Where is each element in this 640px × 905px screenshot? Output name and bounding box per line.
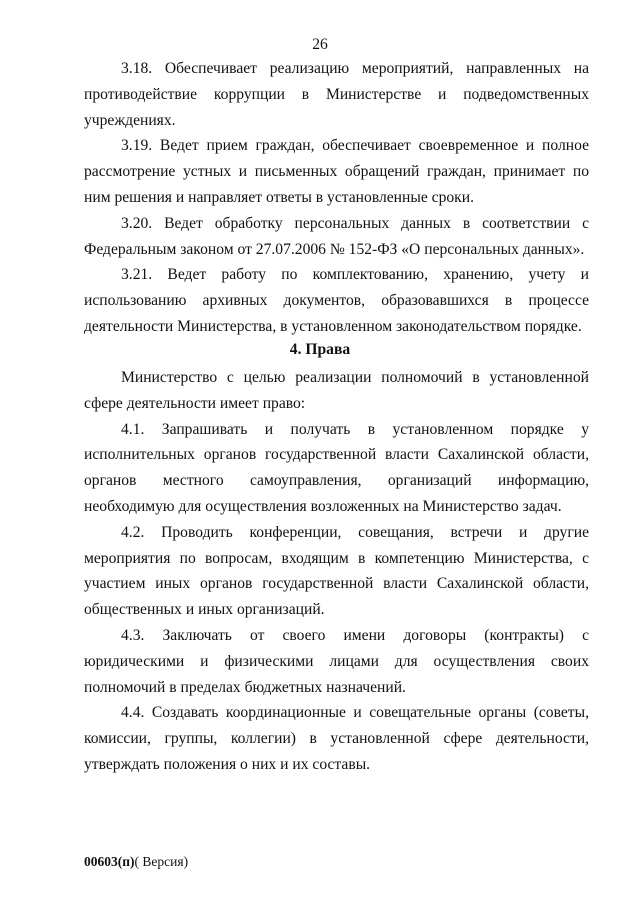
paragraph-4-3: 4.3. Заключать от своего имени договоры (контракты) с юридическими и физическими лицами для осуществления своих полномочий в пределах бюджетных назначений.	[84, 626, 589, 696]
paragraph-3-21: 3.21. Ведет работу по комплектованию, хранению, учету и использованию архивных документов, образовавшихся в процессе деятельности Министерства, в установленном законодательством порядке.	[84, 266, 589, 335]
section-4-intro: Министерство с целью реализации полномочий в установленной сфере деятельности имеет право:	[84, 369, 589, 412]
paragraph-3-20: 3.20. Ведет обработку персональных данных в соответствии с Федеральным законом от 27.07.2006 № 152-ФЗ «О персональных данных».	[84, 214, 589, 258]
paragraph-4-4: 4.4. Создавать координационные и совещательные органы (советы, комиссии, группы, коллегии) в установленной сфере деятельности, утверждать положения о них и их составы.	[84, 704, 589, 773]
section-4-body	[84, 365, 589, 778]
section-4-heading: 4. Права	[289, 341, 351, 358]
paragraph-3-18: 3.18. Обеспечивает реализацию мероприятий, направленных на противодействие коррупции в Министерстве и подведомственных учреждениях.	[84, 60, 589, 129]
footer-version: ( Версия)	[134, 854, 189, 869]
paragraph-3-19: 3.19. Ведет прием граждан, обеспечивает своевременное и полное рассмотрение устных и письменных обращений граждан, принимает по ним решения и направляет ответы в установленные сроки.	[84, 137, 589, 206]
document-footer	[84, 854, 188, 870]
footer-document-code: 00603(п)	[84, 854, 135, 869]
page-number: 26	[312, 36, 328, 53]
paragraph-4-2: 4.2. Проводить конференции, совещания, встречи и другие мероприятия по вопросам, входящим в компетенцию Министерства, с участием иных органов государственной власти Сахалинской области, общественных и иных организаций.	[84, 523, 589, 619]
section-3-continued	[84, 56, 589, 340]
paragraph-4-1: 4.1. Запрашивать и получать в установленном порядке у исполнительных органов государственной власти Сахалинской области, органов местного самоуправления, организаций информацию, необходимую для осуществления возложенных на Министерство задач.	[84, 420, 589, 515]
